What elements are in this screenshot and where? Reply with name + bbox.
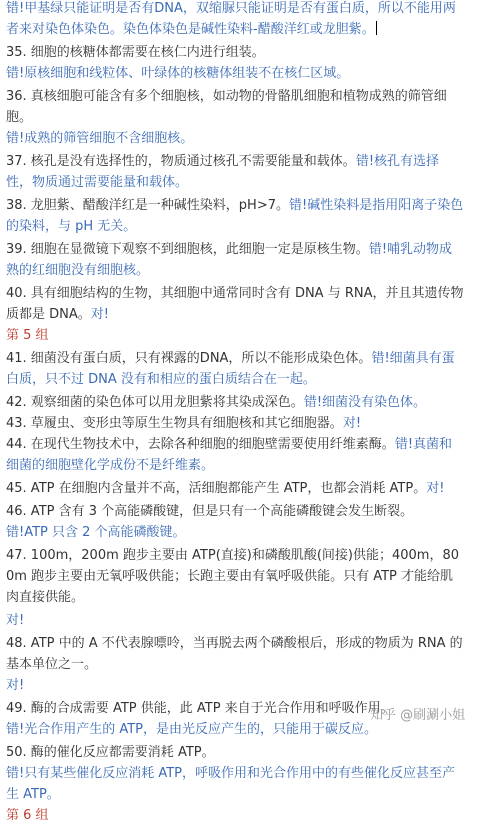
question-text: 38. 龙胆紫、醋酸洋红是一种碱性染料，pH>7。 [6,198,289,213]
question-50: 50. 酶的催化反应都需要消耗 ATP。 [6,745,215,760]
question-36: 36. 真核细胞可能含有多个细胞核，如动物的骨骼肌细胞和植物成熟的筛管细胞。 [6,89,447,125]
answer-text: 错!真菌和细菌的细胞壁化学成份不是纤维素。 [6,437,453,473]
question-38 [6,195,464,237]
question-text: 45. ATP 在细胞内含量并不高，活细胞都能产生 ATP，也都会消耗 ATP。 [6,481,427,496]
question-39 [6,239,464,281]
question-44 [6,434,464,476]
question-40 [6,283,464,325]
answer-text: 对! [90,307,109,322]
text-cursor [376,21,377,35]
answer-36: 错!成熟的筛管细胞不含细胞核。 [6,131,194,146]
watermark: 知乎 @刷涮小姐 [370,708,466,723]
answer-49: 错!光合作用产生的 ATP，是由光反应产生的，只能用于碳反应。 [6,722,378,737]
group-5-header: 第 5 组 [6,328,49,343]
question-47: 47. 100m，200m 跑步主要由 ATP(直接)和磷酸肌酸(间接)供能；400m，800m 跑步主要由无氧呼吸供能；长跑主要由有氧呼吸供能。只有 ATP 才能给肌肉直接供能。 [6,548,459,605]
answer-35: 错!原核细胞和线粒体、叶绿体的核糖体组装不在核仁区域。 [6,66,350,81]
answer-34 [6,0,464,40]
question-text: 40. 具有细胞结构的生物，其细胞中通常同时含有 DNA 与 RNA，并且其遗传物质都是 DNA。 [6,286,464,322]
question-43 [6,413,464,434]
group-6-header: 第 6 组 [6,808,49,823]
question-text: 43. 草履虫、变形虫等原生生物具有细胞核和其它细胞器。 [6,416,343,431]
answer-text: 错!细菌具有蛋白质，只不过 DNA 没有和相应的蛋白质结合在一起。 [6,351,455,387]
question-42 [6,392,464,413]
question-37 [6,151,464,193]
answer-50: 错!只有某些催化反应消耗 ATP，呼吸作用和光合作用中的有些催化反应甚至产生 ATP。 [6,766,456,802]
question-49: 49. 酶的合成需要 ATP 供能，此 ATP 来自于光合作用和呼吸作用。 [6,701,394,716]
question-text: 41. 细菌没有蛋白质，只有裸露的DNA，所以不能形成染色体。 [6,351,372,366]
answer-text: 错!哺乳动物成熟的红细胞没有细胞核。 [6,242,453,278]
answer-46: 错!ATP 只含 2 个高能磷酸键。 [6,525,186,540]
answer-text: 对! [342,416,362,431]
answer-47: 对! [6,613,25,628]
document-body [6,0,464,826]
answer-text: 错!核孔有选择性，物质通过需要能量和载体。 [6,154,440,190]
question-41 [6,348,464,390]
question-text: 44. 在现代生物技术中，去除各种细胞的细胞壁需要使用纤维素酶。 [6,437,395,452]
question-text: 39. 细胞在显微镜下观察不到细胞核，此细胞一定是原核生物。 [6,242,369,257]
answer-text: 对! [426,481,445,496]
question-text: 42. 观察细菌的染色体可以用龙胆紫将其染成深色。 [6,395,304,410]
answer-text: 错!甲基绿只能证明是否有DNA，双缩脲只能证明是否有蛋白质，所以不能用两者来对染色体染色。染色体染色是碱性染料-醋酸洋红或龙胆紫。 [6,1,456,37]
answer-48: 对! [6,678,25,693]
question-35: 35. 细胞的核糖体都需要在核仁内进行组装。 [6,45,265,60]
question-text: 37. 核孔是没有选择性的，物质通过核孔不需要能量和载体。 [6,154,356,169]
question-46: 46. ATP 含有 3 个高能磷酸键，但是只有一个高能磷酸键会发生断裂。 [6,504,414,519]
question-45 [6,478,464,499]
answer-text: 错!细菌没有染色体。 [303,395,427,410]
answer-text: 错!碱性染料是指用阳离子染色的染料，与 pH 无关。 [6,198,464,234]
question-48: 48. ATP 中的 A 不代表腺嘌呤，当再脱去两个磷酸根后，形成的物质为 RNA 的基本单位之一。 [6,636,463,672]
